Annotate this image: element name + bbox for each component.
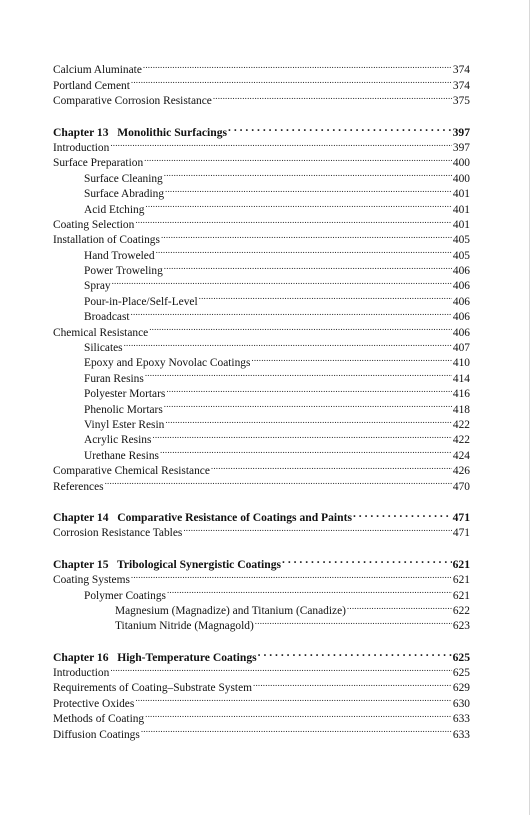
toc-section bbox=[53, 506, 470, 540]
dot-leader bbox=[145, 707, 452, 722]
toc-chapter-heading bbox=[53, 120, 470, 139]
toc-entry-title: Polyester Mortars bbox=[84, 388, 166, 401]
dot-leader bbox=[199, 289, 452, 304]
toc-entry-title: Acid Etching bbox=[84, 203, 145, 216]
dot-leader bbox=[253, 676, 452, 691]
dot-leader bbox=[149, 320, 452, 335]
dot-leader bbox=[211, 459, 452, 474]
toc-entry bbox=[53, 151, 470, 170]
toc-entry-title: Acrylic Resins bbox=[84, 434, 152, 447]
dot-leader bbox=[164, 166, 452, 181]
toc-entry-title: Chapter 14 Comparative Resistance of Coatings and Paints bbox=[53, 510, 352, 524]
toc-entry-title: Chemical Resistance bbox=[53, 326, 149, 339]
dot-leader bbox=[105, 474, 452, 489]
toc-page-number: 422 bbox=[452, 434, 470, 447]
toc-chapter-heading bbox=[53, 645, 470, 664]
toc-page-number: 623 bbox=[452, 620, 470, 633]
toc-entry-title: Chapter 13 Monolithic Surfacings bbox=[53, 125, 228, 139]
toc-page-number: 426 bbox=[452, 465, 470, 478]
dot-leader bbox=[165, 182, 452, 197]
toc-page-number: 407 bbox=[452, 342, 470, 355]
toc-page-number: 406 bbox=[452, 265, 470, 278]
dot-leader bbox=[135, 213, 452, 228]
toc-entry-title: Epoxy and Epoxy Novolac Coatings bbox=[84, 357, 251, 370]
toc-entry-title: Introduction bbox=[53, 141, 110, 154]
toc-entry-title: Surface Abrading bbox=[84, 188, 165, 201]
toc-page-number: 418 bbox=[452, 403, 470, 416]
toc-entry-title: Phenolic Mortars bbox=[84, 403, 163, 416]
dot-leader bbox=[131, 568, 452, 583]
toc-entry bbox=[53, 474, 470, 493]
toc-page-number: 374 bbox=[452, 64, 470, 77]
toc-page-number: 400 bbox=[452, 157, 470, 170]
toc-entry-title: Titanium Nitride (Magnagold) bbox=[115, 620, 254, 633]
toc-page-number: 397 bbox=[452, 125, 470, 139]
dot-leader bbox=[135, 691, 452, 706]
dot-leader bbox=[164, 397, 452, 412]
dot-leader bbox=[141, 722, 452, 737]
toc-page-number: 414 bbox=[452, 372, 470, 385]
table-of-contents bbox=[53, 58, 470, 741]
toc-entry-title: Polymer Coatings bbox=[84, 589, 166, 602]
toc-entry-title: Power Troweling bbox=[84, 265, 163, 278]
toc-page-number: 471 bbox=[452, 510, 470, 524]
toc-page-number: 400 bbox=[452, 172, 470, 185]
toc-page-number: 629 bbox=[452, 682, 470, 695]
toc-entry-title: Portland Cement bbox=[53, 79, 130, 92]
toc-entry-title: Magnesium (Magnadize) and Titanium (Canadize) bbox=[115, 604, 346, 617]
toc-page-number: 405 bbox=[452, 249, 470, 262]
toc-entry-title: Chapter 16 High-Temperature Coatings bbox=[53, 650, 257, 664]
dot-leader bbox=[112, 274, 452, 289]
toc-section bbox=[53, 645, 470, 741]
dot-leader bbox=[161, 228, 452, 243]
dot-leader bbox=[110, 136, 452, 151]
dot-leader bbox=[251, 351, 452, 366]
toc-chapter-heading bbox=[53, 552, 470, 571]
toc-entry bbox=[53, 274, 470, 293]
toc-page-number: 625 bbox=[452, 667, 470, 680]
toc-chapter-heading bbox=[53, 506, 470, 524]
toc-entry-title: References bbox=[53, 480, 104, 493]
toc-page-number: 470 bbox=[452, 480, 470, 493]
toc-entry bbox=[53, 661, 470, 680]
toc-page-number: 401 bbox=[452, 188, 470, 201]
toc-page-number: 375 bbox=[452, 95, 470, 108]
toc-page-number: 401 bbox=[452, 203, 470, 216]
dot-leader bbox=[145, 366, 452, 381]
toc-page-number: 405 bbox=[452, 234, 470, 247]
dot-leader bbox=[282, 552, 452, 567]
toc-entry-title: Broadcast bbox=[84, 311, 130, 324]
dot-leader bbox=[124, 336, 452, 351]
toc-page-number: 630 bbox=[452, 697, 470, 710]
toc-entry-title: Pour-in-Place/Self-Level bbox=[84, 295, 198, 308]
toc-entry-title: Installation of Coatings bbox=[53, 234, 160, 247]
toc-entry bbox=[53, 289, 470, 308]
toc-page-number: 406 bbox=[452, 295, 470, 308]
toc-entry-title: Corrosion Resistance Tables bbox=[53, 527, 183, 540]
dot-leader bbox=[167, 583, 452, 598]
dot-leader bbox=[131, 305, 452, 320]
toc-section bbox=[53, 58, 470, 108]
dot-leader bbox=[258, 645, 452, 660]
toc-entry-title: Spray bbox=[84, 280, 111, 293]
toc-section bbox=[53, 552, 470, 633]
dot-leader bbox=[213, 89, 452, 104]
dot-leader bbox=[145, 197, 451, 212]
toc-page-number: 422 bbox=[452, 418, 470, 431]
toc-entry bbox=[53, 58, 470, 77]
toc-entry-title: Comparative Chemical Resistance bbox=[53, 465, 210, 478]
dot-leader bbox=[165, 413, 452, 428]
toc-page-number: 622 bbox=[452, 604, 470, 617]
toc-entry-title: Diffusion Coatings bbox=[53, 728, 140, 741]
toc-entry-title: Surface Preparation bbox=[53, 157, 144, 170]
dot-leader bbox=[131, 73, 452, 88]
toc-section bbox=[53, 120, 470, 493]
dot-leader bbox=[347, 599, 452, 614]
toc-page-number: 406 bbox=[452, 326, 470, 339]
toc-page-number: 406 bbox=[452, 280, 470, 293]
toc-page-number: 374 bbox=[452, 79, 470, 92]
toc-page-number: 410 bbox=[452, 357, 470, 370]
toc-entry-title: Comparative Corrosion Resistance bbox=[53, 95, 212, 108]
toc-page-number: 406 bbox=[452, 311, 470, 324]
toc-page-number: 424 bbox=[452, 449, 470, 462]
toc-entry-title: Chapter 15 Tribological Synergistic Coatings bbox=[53, 557, 282, 571]
toc-entry-title: Vinyl Ester Resin bbox=[84, 418, 165, 431]
toc-entry-title: Hand Troweled bbox=[84, 249, 155, 262]
dot-leader bbox=[228, 120, 452, 135]
toc-page-number: 633 bbox=[452, 728, 470, 741]
toc-page-number: 471 bbox=[452, 527, 470, 540]
toc-entry-title: Coating Systems bbox=[53, 574, 130, 587]
toc-entry-title: Methods of Coating bbox=[53, 713, 145, 726]
dot-leader bbox=[160, 443, 452, 458]
toc-entry-title: Urethane Resins bbox=[84, 449, 159, 462]
toc-entry-title: Surface Cleaning bbox=[84, 172, 163, 185]
dot-leader bbox=[143, 58, 452, 73]
dot-leader bbox=[144, 151, 452, 166]
dot-leader bbox=[353, 506, 452, 521]
toc-entry-title: Introduction bbox=[53, 667, 110, 680]
dot-leader bbox=[110, 661, 452, 676]
toc-page-number: 397 bbox=[452, 141, 470, 154]
toc-entry-title: Calcium Aluminate bbox=[53, 64, 142, 77]
toc-entry-title: Furan Resins bbox=[84, 372, 144, 385]
toc-page-number: 416 bbox=[452, 388, 470, 401]
dot-leader bbox=[164, 259, 452, 274]
toc-page-number: 621 bbox=[452, 574, 470, 587]
toc-page-number: 633 bbox=[452, 713, 470, 726]
toc-entry-title: Coating Selection bbox=[53, 218, 135, 231]
dot-leader bbox=[166, 382, 452, 397]
toc-entry bbox=[53, 676, 470, 695]
toc-entry-title: Silicates bbox=[84, 342, 123, 355]
toc-page-number: 401 bbox=[452, 218, 470, 231]
toc-entry-title: Protective Oxides bbox=[53, 697, 135, 710]
toc-entry-title: Requirements of Coating–Substrate System bbox=[53, 682, 252, 695]
dot-leader bbox=[255, 614, 452, 629]
toc-page-number: 621 bbox=[452, 589, 470, 602]
toc-entry bbox=[53, 136, 470, 154]
dot-leader bbox=[152, 428, 452, 443]
toc-page-number: 621 bbox=[452, 557, 470, 571]
dot-leader bbox=[156, 243, 452, 258]
dot-leader bbox=[183, 521, 452, 536]
toc-page-number: 625 bbox=[452, 650, 470, 664]
